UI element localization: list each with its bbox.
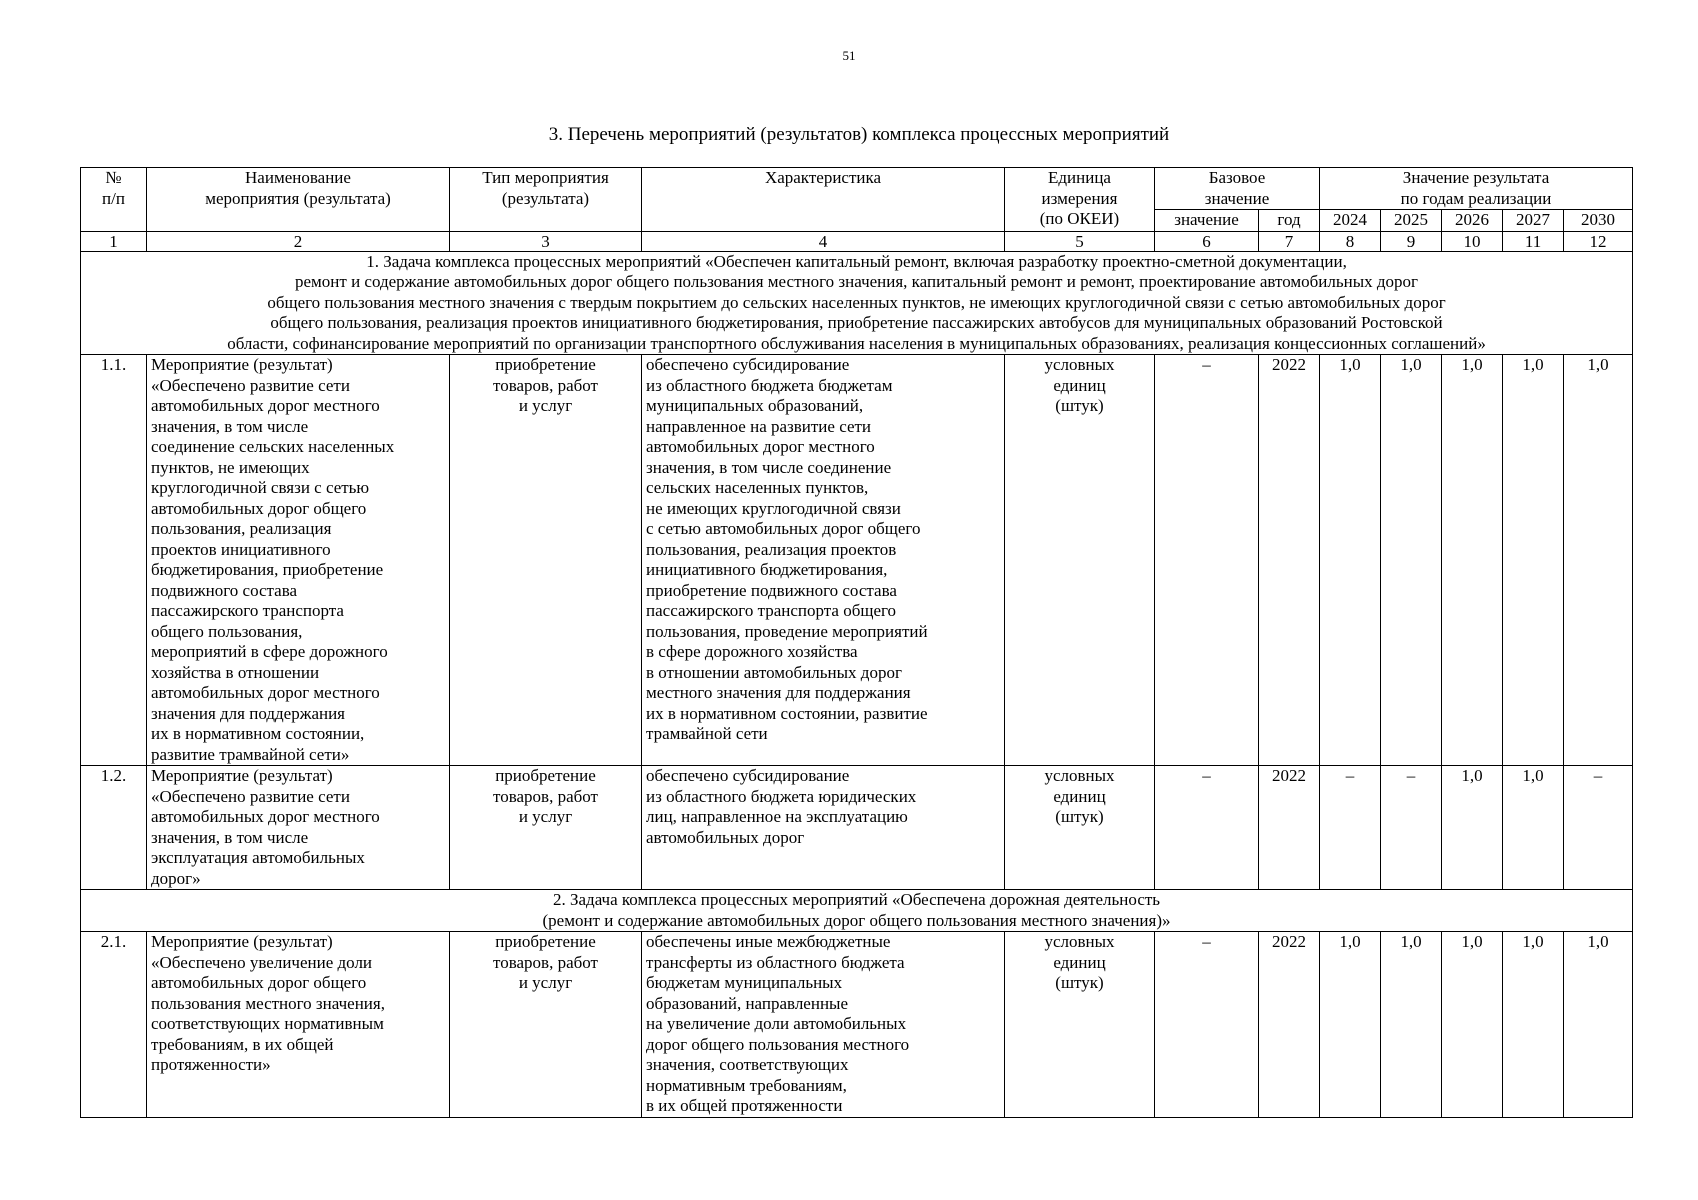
header-base-year: год [1259, 210, 1320, 232]
column-number: 5 [1005, 231, 1155, 251]
header-year: 2025 [1381, 210, 1442, 232]
task-row [81, 890, 1633, 932]
header-row [81, 168, 1633, 210]
header-number: № п/п [81, 168, 147, 232]
base-value: – [1155, 932, 1259, 1118]
header-results: Значение результата по годам реализации [1320, 168, 1633, 210]
result-value: – [1320, 766, 1381, 890]
measure-unit: условных единиц (штук) [1005, 932, 1155, 1118]
base-value: – [1155, 766, 1259, 890]
column-number: 10 [1442, 231, 1503, 251]
header-year: 2027 [1503, 210, 1564, 232]
page-number: 51 [842, 48, 856, 63]
result-value: 1,0 [1442, 355, 1503, 766]
column-number: 7 [1259, 231, 1320, 251]
measure-name: Мероприятие (результат) «Обеспечено увеличение доли автомобильных дорог общего пользования местного значения, соответствующих нормативным требованиям, в их общей протяженности» [147, 932, 450, 1118]
result-value: 1,0 [1442, 766, 1503, 890]
result-value: 1,0 [1564, 355, 1633, 766]
header-characteristic: Характеристика [642, 168, 1005, 232]
column-number: 3 [450, 231, 642, 251]
column-number: 2 [147, 231, 450, 251]
measure-characteristic: обеспечены иные межбюджетные трансферты из областного бюджета бюджетам муниципальных образований, направленные на увеличение доли автомобильных дорог общего пользования местного значения, соответствующих нормативным требованиям, в их общей протяженности [642, 932, 1005, 1118]
measure-row [81, 766, 1633, 890]
header-unit: Единица измерения (по ОКЕИ) [1005, 168, 1155, 232]
measure-row [81, 932, 1633, 1118]
column-number: 4 [642, 231, 1005, 251]
page-title: 3. Перечень мероприятий (результатов) комплекса процессных мероприятий [548, 124, 1170, 145]
header-year: 2026 [1442, 210, 1503, 232]
measure-unit: условных единиц (штук) [1005, 766, 1155, 890]
column-number: 12 [1564, 231, 1633, 251]
result-value: 1,0 [1503, 766, 1564, 890]
result-value: 1,0 [1381, 355, 1442, 766]
header-base: Базовое значение [1155, 168, 1320, 210]
column-number: 11 [1503, 231, 1564, 251]
column-number: 6 [1155, 231, 1259, 251]
result-value: – [1564, 766, 1633, 890]
header-year: 2030 [1564, 210, 1633, 232]
measure-number: 1.1. [81, 355, 147, 766]
column-number: 9 [1381, 231, 1442, 251]
measure-characteristic: обеспечено субсидирование из областного бюджета юридических лиц, направленное на эксплуатацию автомобильных дорог [642, 766, 1005, 890]
base-year: 2022 [1259, 355, 1320, 766]
measure-row [81, 355, 1633, 766]
header-base-value: значение [1155, 210, 1259, 232]
task-heading: 1. Задача комплекса процессных мероприятий «Обеспечен капитальный ремонт, включая разработку проектно-сметной документации, ремонт и содержание автомобильных дорог общего пользования местного значения, капитальный ремонт и ремонт, проектирование автомобильных дорог общего пользования местного значения с твердым покрытием до сельских населенных пунктов, не имеющих круглогодичной связи с сетью автомобильных дорог общего пользования, реализация проектов инициативного бюджетирования, приобретение пассажирских автобусов для муниципальных образований Ростовской области, софинансирование мероприятий по организации транспортного обслуживания населения в муниципальных образованиях, реализация концессионных соглашений» [81, 251, 1633, 355]
measure-type: приобретение товаров, работ и услуг [450, 766, 642, 890]
result-value: 1,0 [1320, 355, 1381, 766]
base-year: 2022 [1259, 766, 1320, 890]
column-number: 1 [81, 231, 147, 251]
base-value: – [1155, 355, 1259, 766]
column-number-row [81, 231, 1633, 251]
task-heading: 2. Задача комплекса процессных мероприятий «Обеспечена дорожная деятельность (ремонт и содержание автомобильных дорог общего пользования местного значения)» [81, 890, 1633, 932]
result-value: 1,0 [1503, 932, 1564, 1118]
result-value: – [1381, 766, 1442, 890]
column-number: 8 [1320, 231, 1381, 251]
header-year: 2024 [1320, 210, 1381, 232]
measure-type: приобретение товаров, работ и услуг [450, 932, 642, 1118]
result-value: 1,0 [1381, 932, 1442, 1118]
result-value: 1,0 [1503, 355, 1564, 766]
measure-name: Мероприятие (результат) «Обеспечено развитие сети автомобильных дорог местного значения, в том числе эксплуатация автомобильных дорог» [147, 766, 450, 890]
base-year: 2022 [1259, 932, 1320, 1118]
measure-type: приобретение товаров, работ и услуг [450, 355, 642, 766]
measure-number: 2.1. [81, 932, 147, 1118]
measure-characteristic: обеспечено субсидирование из областного бюджета бюджетам муниципальных образований, направленное на развитие сети автомобильных дорог местного значения, в том числе соединение сельских населенных пунктов, не имеющих круглогодичной связи с сетью автомобильных дорог общего пользования, реализация проектов инициативного бюджетирования, приобретение подвижного состава пассажирского транспорта общего пользования, проведение мероприятий в сфере дорожного хозяйства в отношении автомобильных дорог местного значения для поддержания их в нормативном состоянии, развитие трамвайной сети [642, 355, 1005, 766]
measure-number: 1.2. [81, 766, 147, 890]
result-value: 1,0 [1320, 932, 1381, 1118]
result-value: 1,0 [1564, 932, 1633, 1118]
measure-name: Мероприятие (результат) «Обеспечено развитие сети автомобильных дорог местного значения, в том числе соединение сельских населенных пунктов, не имеющих круглогодичной связи с сетью автомобильных дорог общего пользования, реализация проектов инициативного бюджетирования, приобретение подвижного состава пассажирского транспорта общего пользования, мероприятий в сфере дорожного хозяйства в отношении автомобильных дорог местного значения для поддержания их в нормативном состоянии, развитие трамвайной сети» [147, 355, 450, 766]
measure-unit: условных единиц (штук) [1005, 355, 1155, 766]
task-row [81, 251, 1633, 355]
header-type: Тип мероприятия (результата) [450, 168, 642, 232]
header-name: Наименование мероприятия (результата) [147, 168, 450, 232]
result-value: 1,0 [1442, 932, 1503, 1118]
measures-table [80, 167, 1633, 1118]
